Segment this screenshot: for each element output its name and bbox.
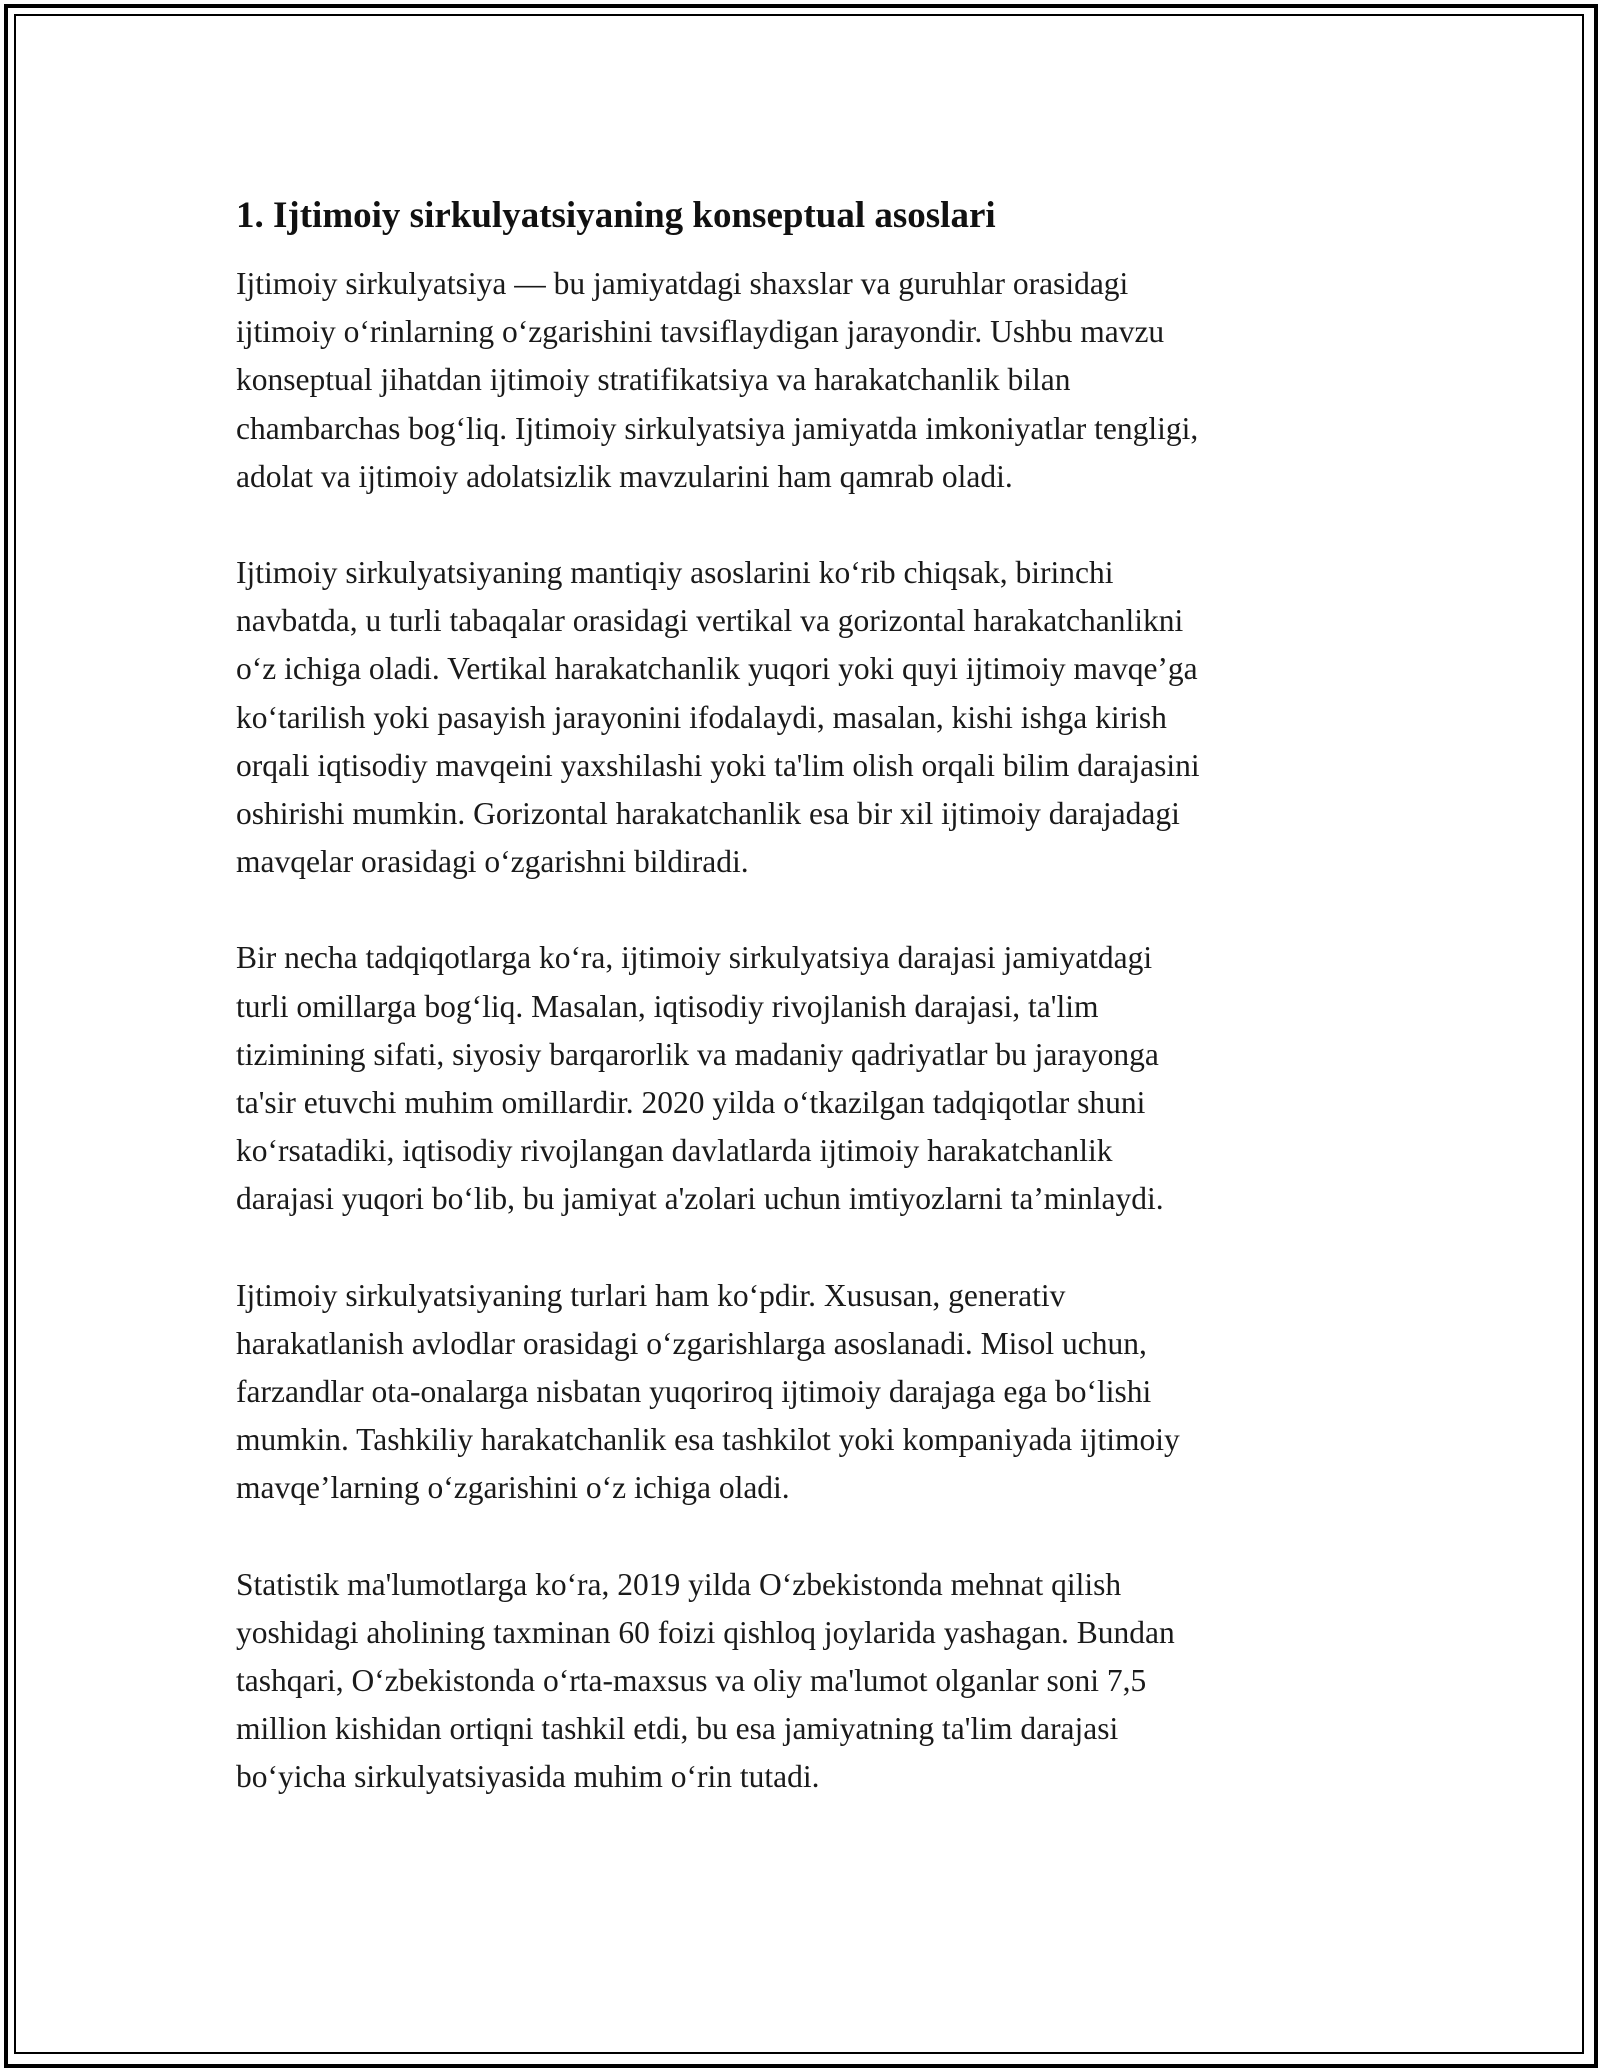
paragraph-factors: Bir necha tadqiqotlarga ko‘ra, ijtimoiy sirkulyatsiya darajasi jamiyatdagi turli omillarga bog‘liq. Masalan, iqtisodiy rivojlanish darajasi, ta'lim tizimining sifati, siyosiy barqarorlik va madaniy qadriyatlar bu jarayonga ta'sir etuvchi muhim omillardir. 2020 yilda o‘tkazilgan tadqiqotlar shuni ko‘rsatadiki, iqtisodiy rivojlangan davlatlarda ijtimoiy harakatchanlik darajasi yuqori bo‘lib, bu jamiyat a'zolari uchun imtiyozlarni ta’minlaydi.: [236, 940, 1164, 1217]
document-body: [236, 190, 1376, 1850]
paragraph-statistics: Statistik ma'lumotlarga ko‘ra, 2019 yilda O‘zbekistonda mehnat qilish yoshidagi aholining taxminan 60 foizi qishloq joylarida yashagan. Bundan tashqari, O‘zbekistonda o‘rta-maxsus va oliy ma'lumot olganlar soni 7,5 million kishidan ortiqni tashkil etdi, bu esa jamiyatning ta'lim darajasi bo‘yicha sirkulyatsiyasida muhim o‘rin tutadi.: [236, 1566, 1175, 1795]
section-heading: 1. Ijtimoiy sirkulyatsiyaning konseptual asoslari: [236, 195, 996, 236]
paragraph-mobility-types: Ijtimoiy sirkulyatsiyaning mantiqiy asoslarini ko‘rib chiqsak, birinchi navbatda, u turli tabaqalar orasidagi vertikal va gorizontal harakatchanlikni o‘z ichiga oladi. Vertikal harakatchanlik yuqori yoki quyi ijtimoiy mavqe’ga ko‘tarilish yoki pasayish jarayonini ifodalaydi, masalan, kishi ishga kirish orqali iqtisodiy mavqeini yaxshilashi yoki ta'lim olish orqali bilim darajasini oshirishi mumkin. Gorizontal harakatchanlik esa bir xil ijtimoiy darajadagi mavqelar orasidagi o‘zgarishni bildiradi.: [236, 555, 1200, 880]
paragraph-definition: Ijtimoiy sirkulyatsiya — bu jamiyatdagi shaxslar va guruhlar orasidagi ijtimoiy o‘rinlarning o‘zgarishini tavsiflaydigan jarayondir. Ushbu mavzu konseptual jihatdan ijtimoiy stratifikatsiya va harakatchanlik bilan chambarchas bog‘liq. Ijtimoiy sirkulyatsiya jamiyatda imkoniyatlar tengligi, adolat va ijtimoiy adolatsizlik mavzularini ham qamrab oladi.: [236, 266, 1199, 494]
paragraph-circulation-kinds: Ijtimoiy sirkulyatsiyaning turlari ham ko‘pdir. Xususan, generativ harakatlanish avlodlar orasidagi o‘zgarishlarga asoslanadi. Misol uchun, farzandlar ota-onalarga nisbatan yuqoriroq ijtimoiy darajaga ega bo‘lishi mumkin. Tashkiliy harakatchanlik esa tashkilot yoki kompaniyada ijtimoiy mavqe’larning o‘zgarishini o‘z ichiga oladi.: [236, 1277, 1180, 1506]
